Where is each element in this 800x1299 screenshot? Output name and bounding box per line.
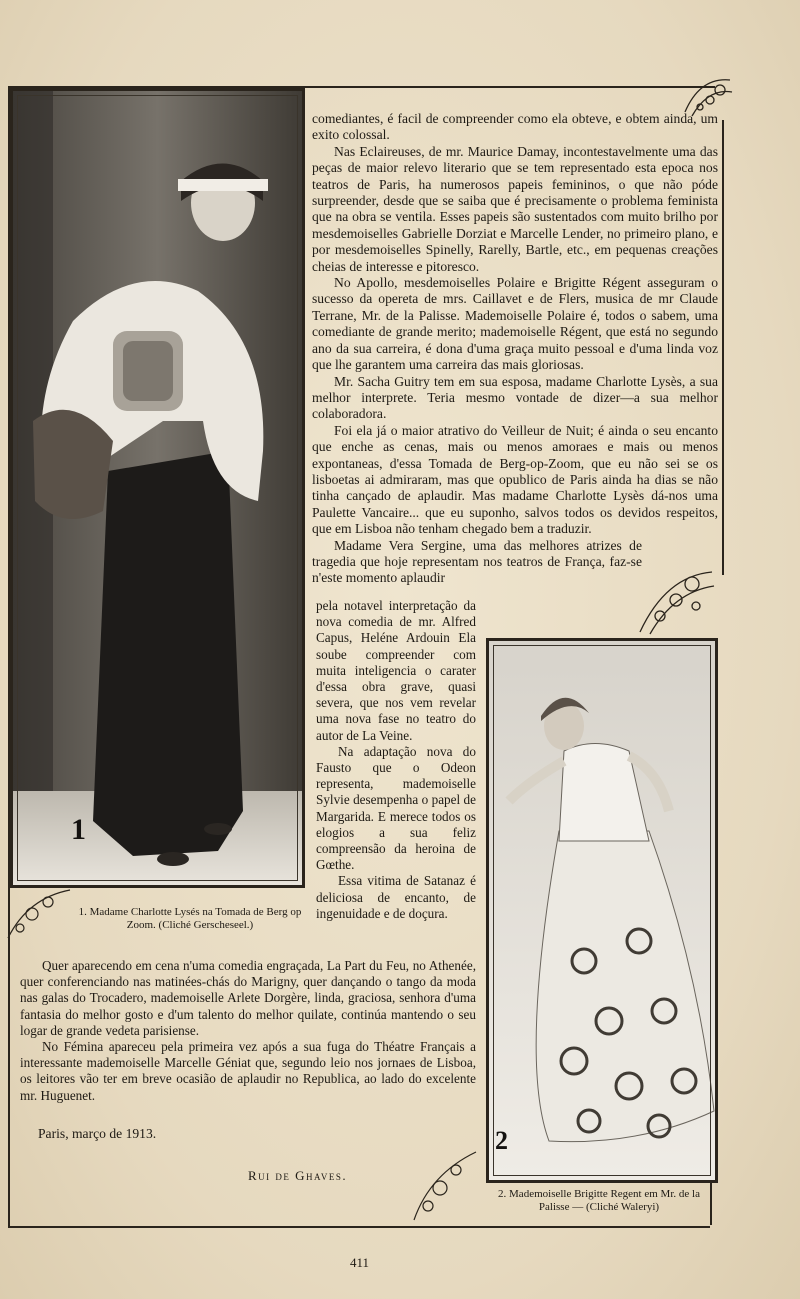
photo-brigitte-regent — [486, 638, 718, 1183]
paragraph: comediantes, é facil de compreender como ela obteve, e obtem ainda, um exito colossal. — [312, 111, 718, 143]
article-column-narrow — [316, 598, 476, 922]
ornament-bottom-center — [410, 1148, 480, 1224]
photo2-caption: 2. Mademoiselle Brigitte Regent em Mr. de la Palisse — (Cliché Waleryi) — [498, 1188, 700, 1213]
photo2-inner-border — [493, 645, 711, 1176]
paragraph: Quer aparecendo em cena n'uma comedia engraçada, La Part du Feu, no Athenée, quer conferenciando nas matinées-chás do Marigny, quer dançando o tango da moda nas galas do Trocadero, mademoiselle Arlete Dorgère, linda, graciosa, senhora d'uma fantasia do melhor gosto e d'um talento do melhor quilate, continúa mantendo o seu logar de grande vedeta parisiense. — [20, 958, 476, 1038]
paragraph: Nas Eclaireuses, de mr. Maurice Damay, incontestavelmente uma das peças de maior relevo literario que se tem representado esta epoca nos teatros de Paris, ha numerosos papeis femininos, o que não póde surpreender, desde que se saiba que é precisamente o problema feminista que na obra se ventila. Esses papeis são sustentados com muito brilho por mesdemoiselles Gabrielle Dorziat e Marcelle Lender, no primeiro plano, e por mesdemoiselles Spinelly, Rarelly, Bartle, etc., em pequenas creações cheias de interesse e pitoresco. — [312, 143, 718, 274]
paragraph: pela notavel interpretação da nova comedia de mr. Alfred Capus, Heléne Ardouin Ela soube compreender com muita inteligencia o carater d'essa obra grave, quasi severa, que nos vem revelar uma nova fase no teatro do autor de La Veine. — [316, 598, 476, 743]
signature: Rui de Ghaves. — [248, 1168, 348, 1183]
page-number: 411 — [350, 1255, 370, 1270]
photo1-caption: 1. Madame Charlotte Lysés na Tomada de Berg op Zoom. (Cliché Gerscheseel.) — [78, 906, 302, 931]
paragraph: Na adaptação nova do Fausto que o Odeon representa, mademoiselle Sylvie desempenha o papel de Margarida. E merece todos os elogios a sua feliz compreensão da heroina de Gœthe. — [316, 743, 476, 873]
article-column-main — [312, 111, 718, 587]
paragraph: Foi ela já o maior atrativo do Veilleur de Nuit; é ainda o seu encanto que enche as cenas, mais ou menos amoraes e mais ou menos expontaneas, d'essa Tomada de Berg-op-Zoom, que eu não sei se os lisboetas ai admiraram, mas que opublico de Paris ainda ha dias se não tinha cançado de aplaudir. Mas madame Charlotte Lysès dá-nos uma Paulette Vancaire... que eu suponho, salvos todos os devidos respeitos, que em Lisboa não tenham chegado bem a traduzir. — [312, 422, 718, 537]
ornament-left-middle — [4, 884, 74, 944]
frame-bottom-rule — [10, 1226, 710, 1228]
frame-right-rule-upper — [722, 120, 724, 575]
photo1-inner-border — [17, 95, 298, 881]
paragraph: No Fémina apareceu pela primeira vez após a sua fuga do Théatre Français a interessante mademoiselle Marcelle Géniat que, segundo leio nos jornaes de Lisboa, os leitores vão ter em breve ocasião de aplaudir no Republica, ao lado do excelente mr. Huguenet. — [20, 1039, 476, 1103]
paragraph: Mr. Sacha Guitry tem em sua esposa, madame Charlotte Lysès, a sua melhor interprete. Teria mesmo vontade de dizer—a sua melhor colaboradora. — [312, 373, 718, 422]
photo2-number: 2 — [495, 1126, 508, 1155]
paragraph: No Apollo, mesdemoiselles Polaire e Brigitte Régent asseguram o sucesso da opereta de mrs. Caillavet e de Flers, musica de mr Claude Terrane, Mr. de la Palisse. Mademoiselle Polaire é, todos o sabem, uma comediante de grande merito; mademoiselle Régent, que está no segundo ano da sua carreira, é dona d'uma graça muito pessoal e d'uma linda voz que lhe garantem uma carreira das mais gloriosas. — [312, 275, 718, 373]
photo-charlotte-lyses — [10, 88, 305, 888]
photo1-number: 1 — [71, 813, 86, 846]
dateline: Paris, março de 1913. — [38, 1126, 157, 1141]
paragraph: Essa vitima de Satanaz é deliciosa de encanto, de ingenuidade e de doçura. — [316, 873, 476, 921]
paragraph: Madame Vera Sergine, uma das melhores atrizes de tragedia que hoje representam nos teatros de França, faz-se n'este momento aplaudir — [312, 537, 642, 586]
article-column-bottom — [20, 958, 476, 1104]
